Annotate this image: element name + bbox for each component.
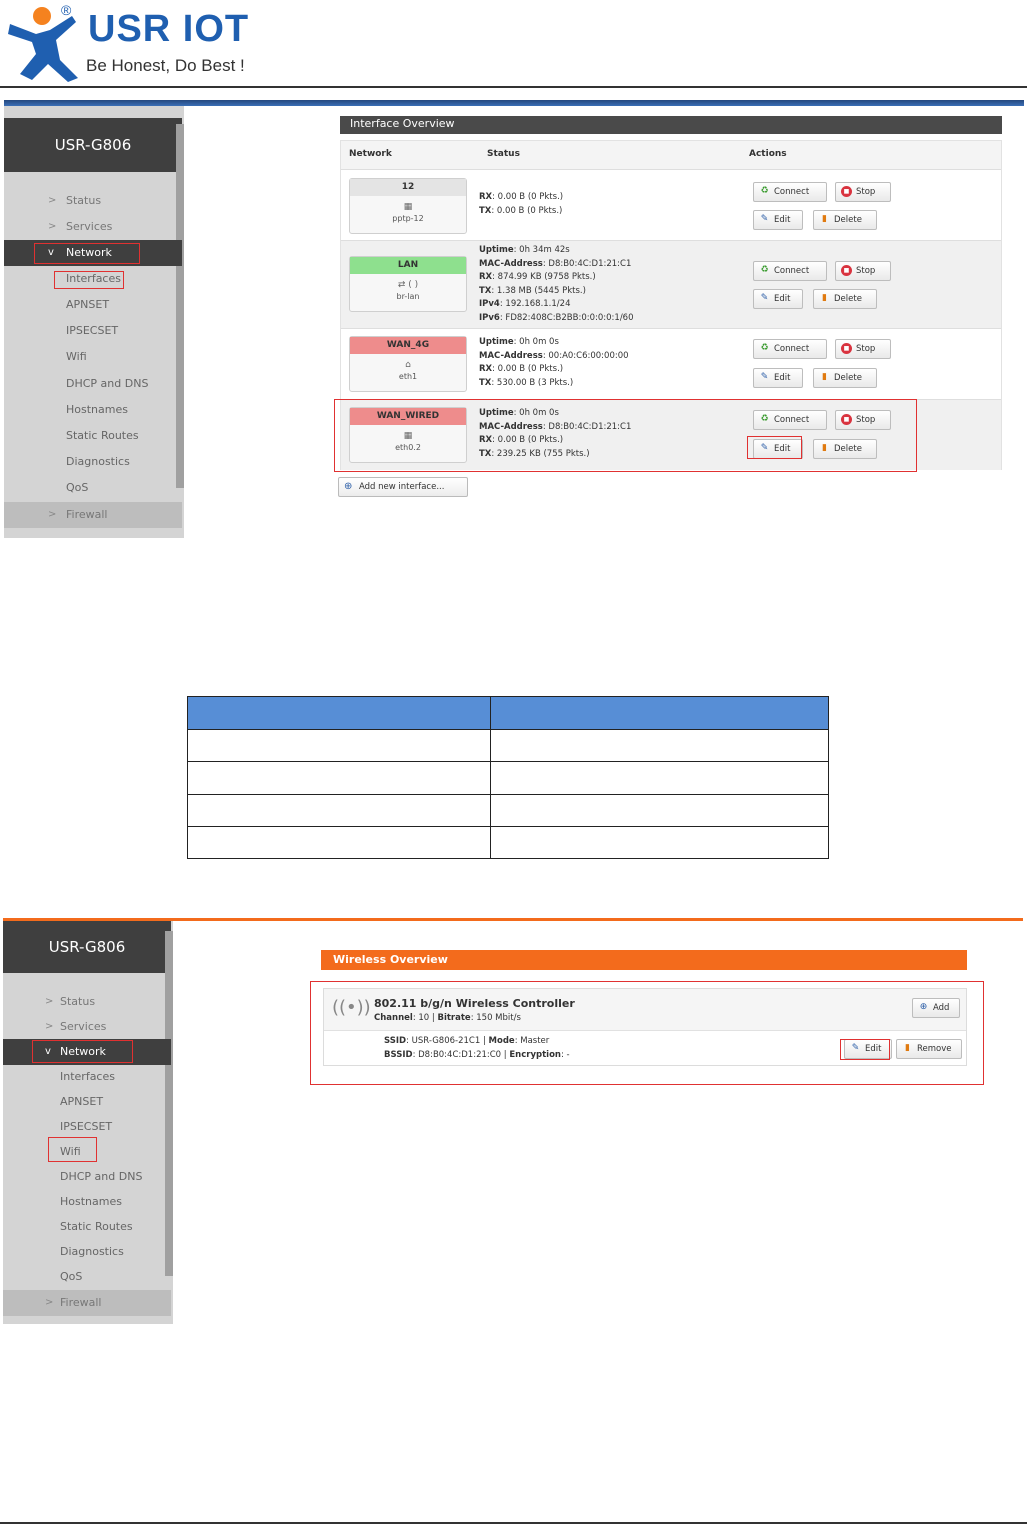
delete-button[interactable]: ▮ Delete [813,439,877,459]
highlight-interfaces [54,271,124,289]
table-header-cell [491,697,829,730]
chevron-right-icon: > [48,509,57,520]
sidebar-item-ipsecset[interactable]: IPSECSET [60,1120,113,1133]
sidebar-item-hostnames[interactable]: Hostnames [60,1195,122,1208]
connect-button[interactable]: ♻ Connect [753,410,827,430]
add-icon: ⊕ [919,1002,928,1012]
add-interface-button[interactable]: ⊕ Add new interface... [338,477,468,497]
footer-divider [0,1522,1027,1524]
stop-button[interactable]: ■ Stop [835,261,891,281]
interface-status: Uptime: 0h 0m 0s MAC-Address: 00:A0:C6:00:00:00 RX: 0.00 B (0 Pkts.) TX: 530.00 B (3 Pkts.) [479,337,629,388]
sidebar-item-dhcp[interactable]: DHCP and DNS [60,1170,143,1183]
sidebar-item-dhcp[interactable]: DHCP and DNS [66,377,149,390]
edit-icon: ✎ [760,372,769,382]
stop-icon: ■ [841,265,852,276]
connect-icon: ♻ [760,414,769,424]
sidebar-item-qos[interactable]: QoS [66,481,89,494]
table-row [188,826,829,858]
brand-name: USR IOT [88,8,250,50]
table-header-cell [188,697,491,730]
col-network: Network [349,149,392,159]
interface-badge[interactable]: WAN_WIRED ▦ eth0.2 [349,407,467,463]
interface-status: Uptime: 0h 34m 42s MAC-Address: D8:B0:4C:D1:21:C1 RX: 874.99 KB (9758 Pkts.) TX: 1.38 MB (5445 Pkts.) IPv4: 192.168.1.1/24 IPv6: FD82:408C:B2BB:0:0:0:0:1/60 [479,245,634,323]
sidebar-item-hostnames[interactable]: Hostnames [66,403,128,416]
table-row [188,794,829,826]
sidebar-item-ipsecset[interactable]: IPSECSET [66,324,119,337]
sidebar-item-network[interactable]: v Network [3,1039,171,1065]
interface-badge[interactable]: WAN_4G ⌂ eth1 [349,336,467,392]
trash-icon: ▮ [822,214,827,224]
table-row [341,328,1001,399]
col-status: Status [487,149,520,159]
sidebar-item-static-routes[interactable]: Static Routes [60,1220,133,1233]
edit-button[interactable]: ✎ Edit [753,289,803,309]
sidebar-item-firewall[interactable]: > Firewall [4,502,182,528]
stop-button[interactable]: ■ Stop [835,182,891,202]
col-actions: Actions [749,149,787,159]
wireless-antenna-icon: ((•)) [332,997,371,1018]
chevron-right-icon: > [45,1021,54,1032]
sidebar-item-status[interactable]: > Status [3,989,171,1015]
sidebar-item-network[interactable]: v Network [4,240,182,266]
edit-icon: ✎ [851,1043,860,1053]
edit-icon: ✎ [760,293,769,303]
chevron-right-icon: > [45,1297,54,1308]
connect-button[interactable]: ♻ Connect [753,339,827,359]
connect-icon: ♻ [760,186,769,196]
sidebar-item-services[interactable]: > Services [3,1014,171,1040]
add-button[interactable]: ⊕ Add [912,998,960,1018]
controller-info: Channel: 10 | Bitrate: 150 Mbit/s [374,1013,521,1023]
trash-icon: ▮ [822,443,827,453]
page-header [0,0,1027,90]
sidebar-item-wifi[interactable]: Wifi [60,1145,81,1158]
bssid-info: BSSID: D8:B0:4C:D1:21:C0 | Encryption: - [384,1050,570,1060]
chevron-right-icon: > [45,996,54,1007]
network-icon: ▦ [403,431,413,441]
highlight-network [32,1040,133,1063]
ethernet-icon: ⌂ [405,360,411,370]
highlight-wifi [48,1137,97,1162]
add-icon: ⊕ [344,481,353,492]
sidebar-item-diagnostics[interactable]: Diagnostics [60,1245,124,1258]
ssid-info: SSID: USR-G806-21C1 | Mode: Master [384,1036,550,1046]
edit-button[interactable]: ✎ Edit [753,439,803,459]
edit-button[interactable]: ✎ Edit [844,1039,892,1059]
delete-button[interactable]: ▮ Delete [813,289,877,309]
network-icon: ▦ [403,202,413,212]
trash-icon: ▮ [822,372,827,382]
edit-icon: ✎ [760,443,769,453]
bridge-icon: ⇄ ( ) [397,280,419,290]
stop-button[interactable]: ■ Stop [835,339,891,359]
stop-icon: ■ [841,343,852,354]
brand-slogan: Be Honest, Do Best ! [86,56,245,75]
connect-button[interactable]: ♻ Connect [753,182,827,202]
connect-icon: ♻ [760,265,769,275]
header-divider [0,86,1027,88]
controller-title: 802.11 b/g/n Wireless Controller [374,997,575,1010]
sidebar-item-interfaces[interactable]: Interfaces [66,272,121,285]
connect-button[interactable]: ♻ Connect [753,261,827,281]
trash-icon: ▮ [822,293,827,303]
sidebar-item-apnset[interactable]: APNSET [60,1095,104,1108]
chevron-down-icon: v [45,1046,51,1057]
wireless-overview-title: Wireless Overview [321,950,967,970]
wireless-overview-screenshot [3,918,1023,1324]
interface-status: Uptime: 0h 0m 0s MAC-Address: D8:B0:4C:D1:21:C1 RX: 0.00 B (0 Pkts.) TX: 239.25 KB (755 Pkts.) [479,408,632,459]
highlight-edit [840,1039,890,1060]
connect-icon: ♻ [760,343,769,353]
sidebar [4,106,184,538]
highlight-network [34,243,140,264]
sidebar-item-static-routes[interactable]: Static Routes [66,429,139,442]
stop-icon: ■ [841,186,852,197]
sidebar-item-qos[interactable]: QoS [60,1270,83,1283]
controller-header [324,989,966,1031]
interface-badge[interactable]: LAN ⇄ ( ) br-lan [349,256,467,312]
highlight-edit [747,436,802,459]
trash-icon: ▮ [905,1043,910,1053]
sidebar [3,921,173,1324]
device-title: USR-G806 [3,921,171,973]
edit-button[interactable]: ✎ Edit [753,368,803,388]
stop-icon: ■ [841,414,852,425]
table-row [341,169,1001,240]
interface-overview-screenshot [4,100,1024,538]
table-row [341,240,1001,328]
table-row [188,762,829,794]
sidebar-item-apnset[interactable]: APNSET [66,298,110,311]
device-title: USR-G806 [4,118,182,172]
interface-status: RX: 0.00 B (0 Pkts.) TX: 0.00 B (0 Pkts.) [479,192,564,216]
registered-mark: ® [61,2,72,18]
chevron-down-icon: v [48,247,54,258]
chevron-right-icon: > [48,195,57,206]
remove-button[interactable]: ▮ Remove [896,1039,962,1059]
sidebar-item-interfaces[interactable]: Interfaces [60,1070,115,1083]
sidebar-item-diagnostics[interactable]: Diagnostics [66,455,130,468]
edit-icon: ✎ [760,214,769,224]
sidebar-item-status[interactable]: > Status [4,188,182,214]
highlight-wan-wired [334,399,917,472]
edit-button[interactable]: ✎ Edit [753,210,803,230]
table-header [341,141,1001,169]
table-row [188,730,829,762]
delete-button[interactable]: ▮ Delete [813,210,877,230]
sidebar-item-services[interactable]: > Services [4,214,182,240]
interface-badge[interactable]: 12 ▦ pptp-12 [349,178,467,234]
sidebar-item-firewall[interactable]: > Firewall [3,1290,171,1316]
sidebar-item-wifi[interactable]: Wifi [66,350,87,363]
overview-title: Interface Overview [340,116,1002,134]
chevron-right-icon: > [48,221,57,232]
delete-button[interactable]: ▮ Delete [813,368,877,388]
stop-button[interactable]: ■ Stop [835,410,891,430]
parameter-table [187,696,829,859]
